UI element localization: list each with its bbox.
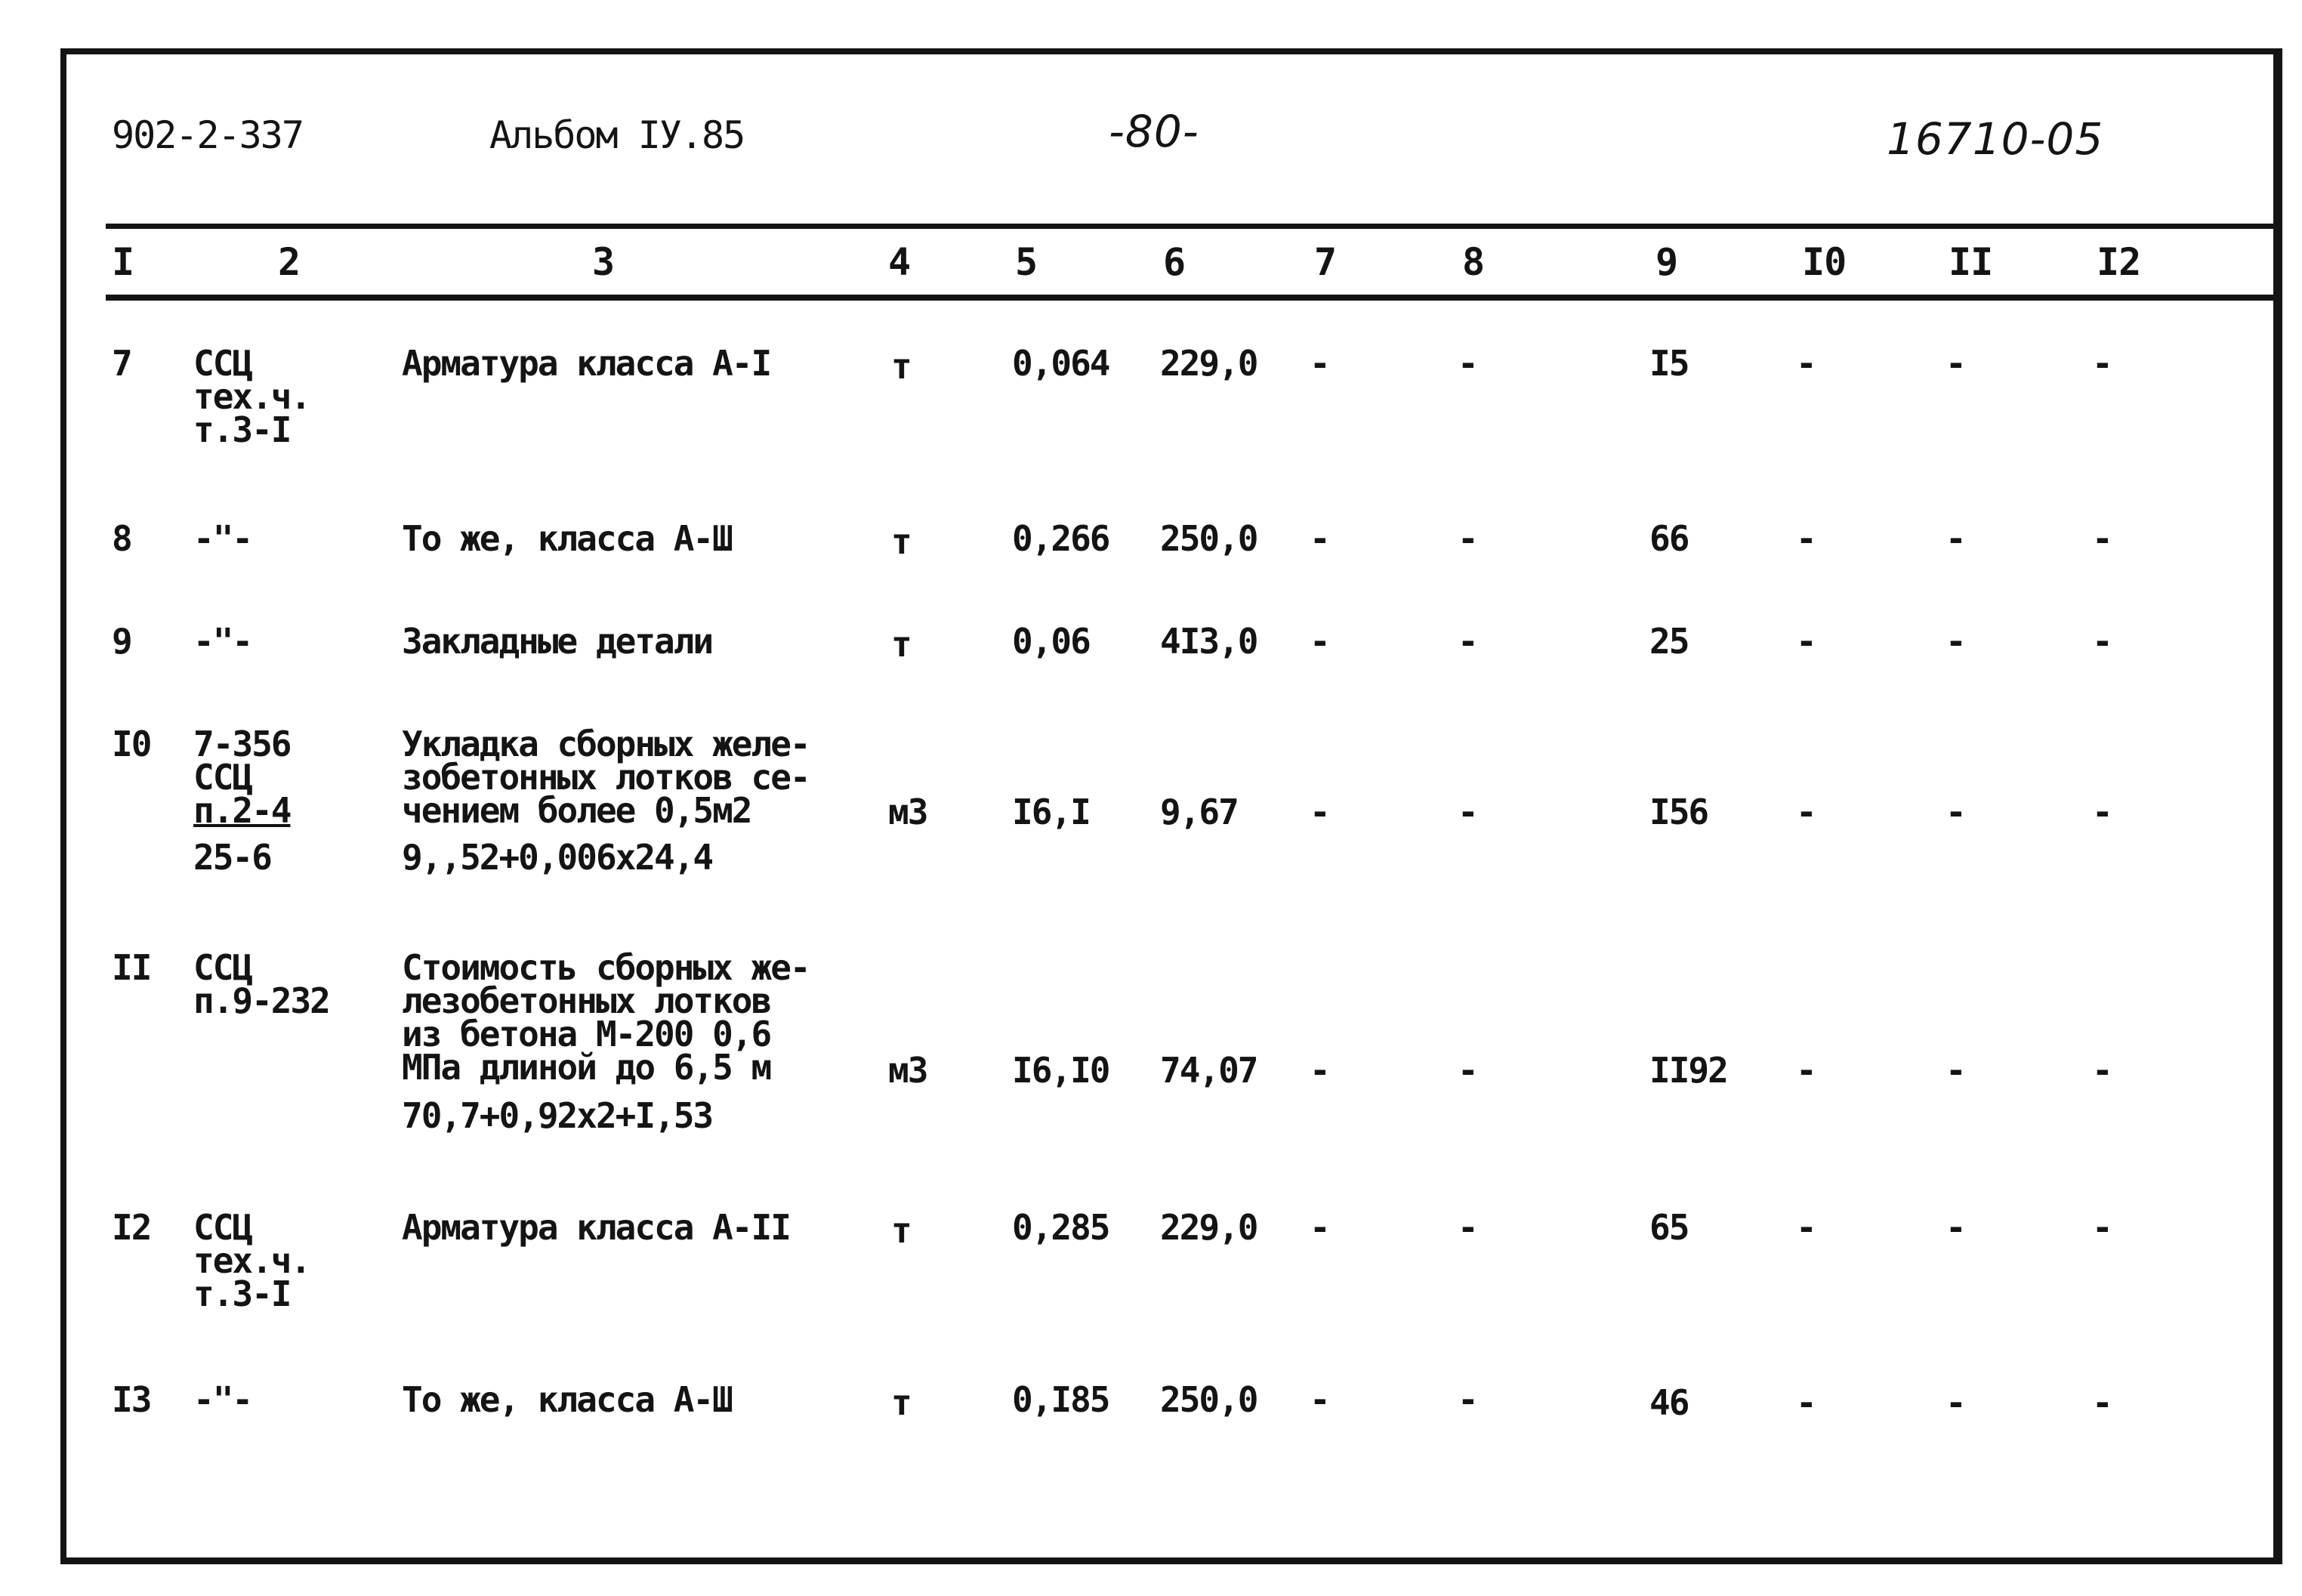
col-header-9: 9 [1656,240,1678,284]
row-10-name [402,724,810,878]
row-10-basis-line: ССЦ [193,757,252,798]
row-10-col10: - [1796,792,1816,832]
row-11-name-line: Стоимость сборных же- [402,947,810,988]
row-8-col7: - [1310,518,1329,559]
row-7-col8: - [1458,343,1477,384]
row-9-num: 9 [112,621,131,662]
row-10-name-line: чением более 0,5м2 [402,790,751,831]
row-10-basis [193,724,291,878]
row-11-col8: - [1458,1050,1477,1091]
row-12-unit: т [891,1210,911,1251]
row-12-basis [193,1207,310,1314]
row-7-col7: - [1310,343,1329,384]
row-12-col12: - [2092,1207,2112,1248]
row-10-qty: I6,I [1012,792,1090,832]
row-7-basis-line: тех.ч. [193,376,310,417]
row-11-basis-line: п.9-232 [193,980,329,1021]
row-9-basis: -"- [193,621,252,662]
col-header-11: II [1949,240,1993,284]
row-8-col8: - [1458,518,1477,559]
row-13-col10: - [1796,1382,1816,1423]
row-12-col11: - [1946,1207,1965,1248]
row-8-total: 66 [1649,518,1689,559]
row-12-col7: - [1310,1207,1329,1248]
row-7-basis [193,343,310,450]
album-label: Альбом IУ.85 [489,113,745,157]
row-8-num: 8 [112,518,131,559]
row-10-price: 9,67 [1160,792,1238,832]
row-7-col12: - [2092,343,2112,384]
row-12-qty: 0,285 [1012,1207,1109,1248]
header-rule-top [106,224,2273,229]
row-11-basis-line: ССЦ [193,947,252,988]
row-12-name: Арматура класса А-II [402,1207,790,1248]
row-8-name: То же, класса А-Ш [402,518,732,559]
inventory-number: 16710-05 [1887,113,2104,165]
document-code: 902-2-337 [112,113,303,157]
row-13-price: 250,0 [1160,1379,1257,1420]
row-11-col7: - [1310,1050,1329,1091]
row-10-col8: - [1458,792,1477,832]
row-9-qty: 0,06 [1012,621,1090,662]
row-10-total: I56 [1649,792,1708,832]
row-13-total: 46 [1649,1382,1689,1423]
row-7-price: 229,0 [1160,343,1257,384]
row-12-price: 229,0 [1160,1207,1257,1248]
row-10-col11: - [1946,792,1965,832]
col-header-12: I2 [2097,240,2141,284]
row-10-col12: - [2092,792,2112,832]
row-11-unit: м3 [888,1050,927,1091]
col-header-1: I [112,240,134,284]
row-11-name-line: 70,7+0,92х2+I,53 [402,1095,713,1136]
row-7-num: 7 [112,343,131,384]
row-10-basis-line: 7-356 [193,724,291,764]
row-11-name-line: лезобетонных лотков [402,980,771,1021]
row-12-basis-line: т.3-I [193,1273,291,1314]
row-11-col12: - [2092,1050,2112,1091]
row-9-name: Закладные детали [402,621,713,662]
row-12-col8: - [1458,1207,1477,1248]
row-10-basis-line: п.2-4 [193,790,291,831]
row-13-qty: 0,I85 [1012,1379,1109,1420]
row-10-col7: - [1310,792,1329,832]
row-8-col10: - [1796,518,1816,559]
row-9-col11: - [1946,621,1965,662]
row-8-unit: т [891,521,911,562]
row-12-num: I2 [112,1207,151,1248]
row-7-qty: 0,064 [1012,343,1109,384]
row-7-col10: - [1796,343,1816,384]
row-9-col10: - [1796,621,1816,662]
row-13-unit: т [891,1382,911,1423]
row-11-name [402,947,810,1136]
row-13-num: I3 [112,1379,151,1420]
row-9-unit: т [891,624,911,665]
row-7-total: I5 [1649,343,1689,384]
row-12-basis-line: тех.ч. [193,1240,310,1281]
row-8-price: 250,0 [1160,518,1257,559]
row-8-qty: 0,266 [1012,518,1109,559]
row-13-name: То же, класса А-Ш [402,1379,732,1420]
row-12-col10: - [1796,1207,1816,1248]
row-13-col8: - [1458,1379,1477,1420]
col-header-6: 6 [1163,240,1186,284]
row-10-name-line: 9,,52+0,006х24,4 [402,837,713,878]
row-12-basis-line: ССЦ [193,1207,252,1248]
row-9-col8: - [1458,621,1477,662]
row-11-total: II92 [1649,1050,1727,1091]
col-header-8: 8 [1462,240,1485,284]
col-header-7: 7 [1314,240,1337,284]
row-8-basis: -"- [193,518,252,559]
row-11-num: II [112,947,151,988]
row-11-basis [193,947,329,1021]
row-13-col12: - [2092,1382,2112,1423]
row-13-col7: - [1310,1379,1329,1420]
row-13-basis: -"- [193,1379,252,1420]
row-7-name: Арматура класса А-I [402,343,771,384]
col-header-5: 5 [1015,240,1038,284]
row-9-col12: - [2092,621,2112,662]
row-11-col10: - [1796,1050,1816,1091]
col-header-2: 2 [278,240,301,284]
row-7-col11: - [1946,343,1965,384]
row-12-total: 65 [1649,1207,1689,1248]
row-13-col11: - [1946,1382,1965,1423]
header-rule-bottom [106,295,2273,301]
row-11-name-line: МПа длиной до 6,5 м [402,1047,771,1088]
row-10-name-line: Укладка сборных желе- [402,724,810,764]
col-header-3: 3 [592,240,615,284]
row-10-unit: м3 [888,792,927,832]
col-header-4: 4 [888,240,911,284]
row-9-total: 25 [1649,621,1689,662]
row-7-basis-line: т.3-I [193,409,291,450]
page-number: -80- [1109,106,1199,157]
row-7-unit: т [891,346,911,387]
row-10-basis-line: 25-6 [193,837,271,878]
row-11-qty: I6,I0 [1012,1050,1109,1091]
row-8-col12: - [2092,518,2112,559]
row-10-name-line: зобетонных лотков се- [402,757,810,798]
row-7-basis-line: ССЦ [193,343,252,384]
row-9-col7: - [1310,621,1329,662]
row-11-col11: - [1946,1050,1965,1091]
row-11-name-line: из бетона М-200 0,6 [402,1014,771,1054]
row-9-price: 4I3,0 [1160,621,1257,662]
row-10-num: I0 [112,724,151,764]
row-11-price: 74,07 [1160,1050,1257,1091]
col-header-10: I0 [1802,240,1847,284]
row-8-col11: - [1946,518,1965,559]
